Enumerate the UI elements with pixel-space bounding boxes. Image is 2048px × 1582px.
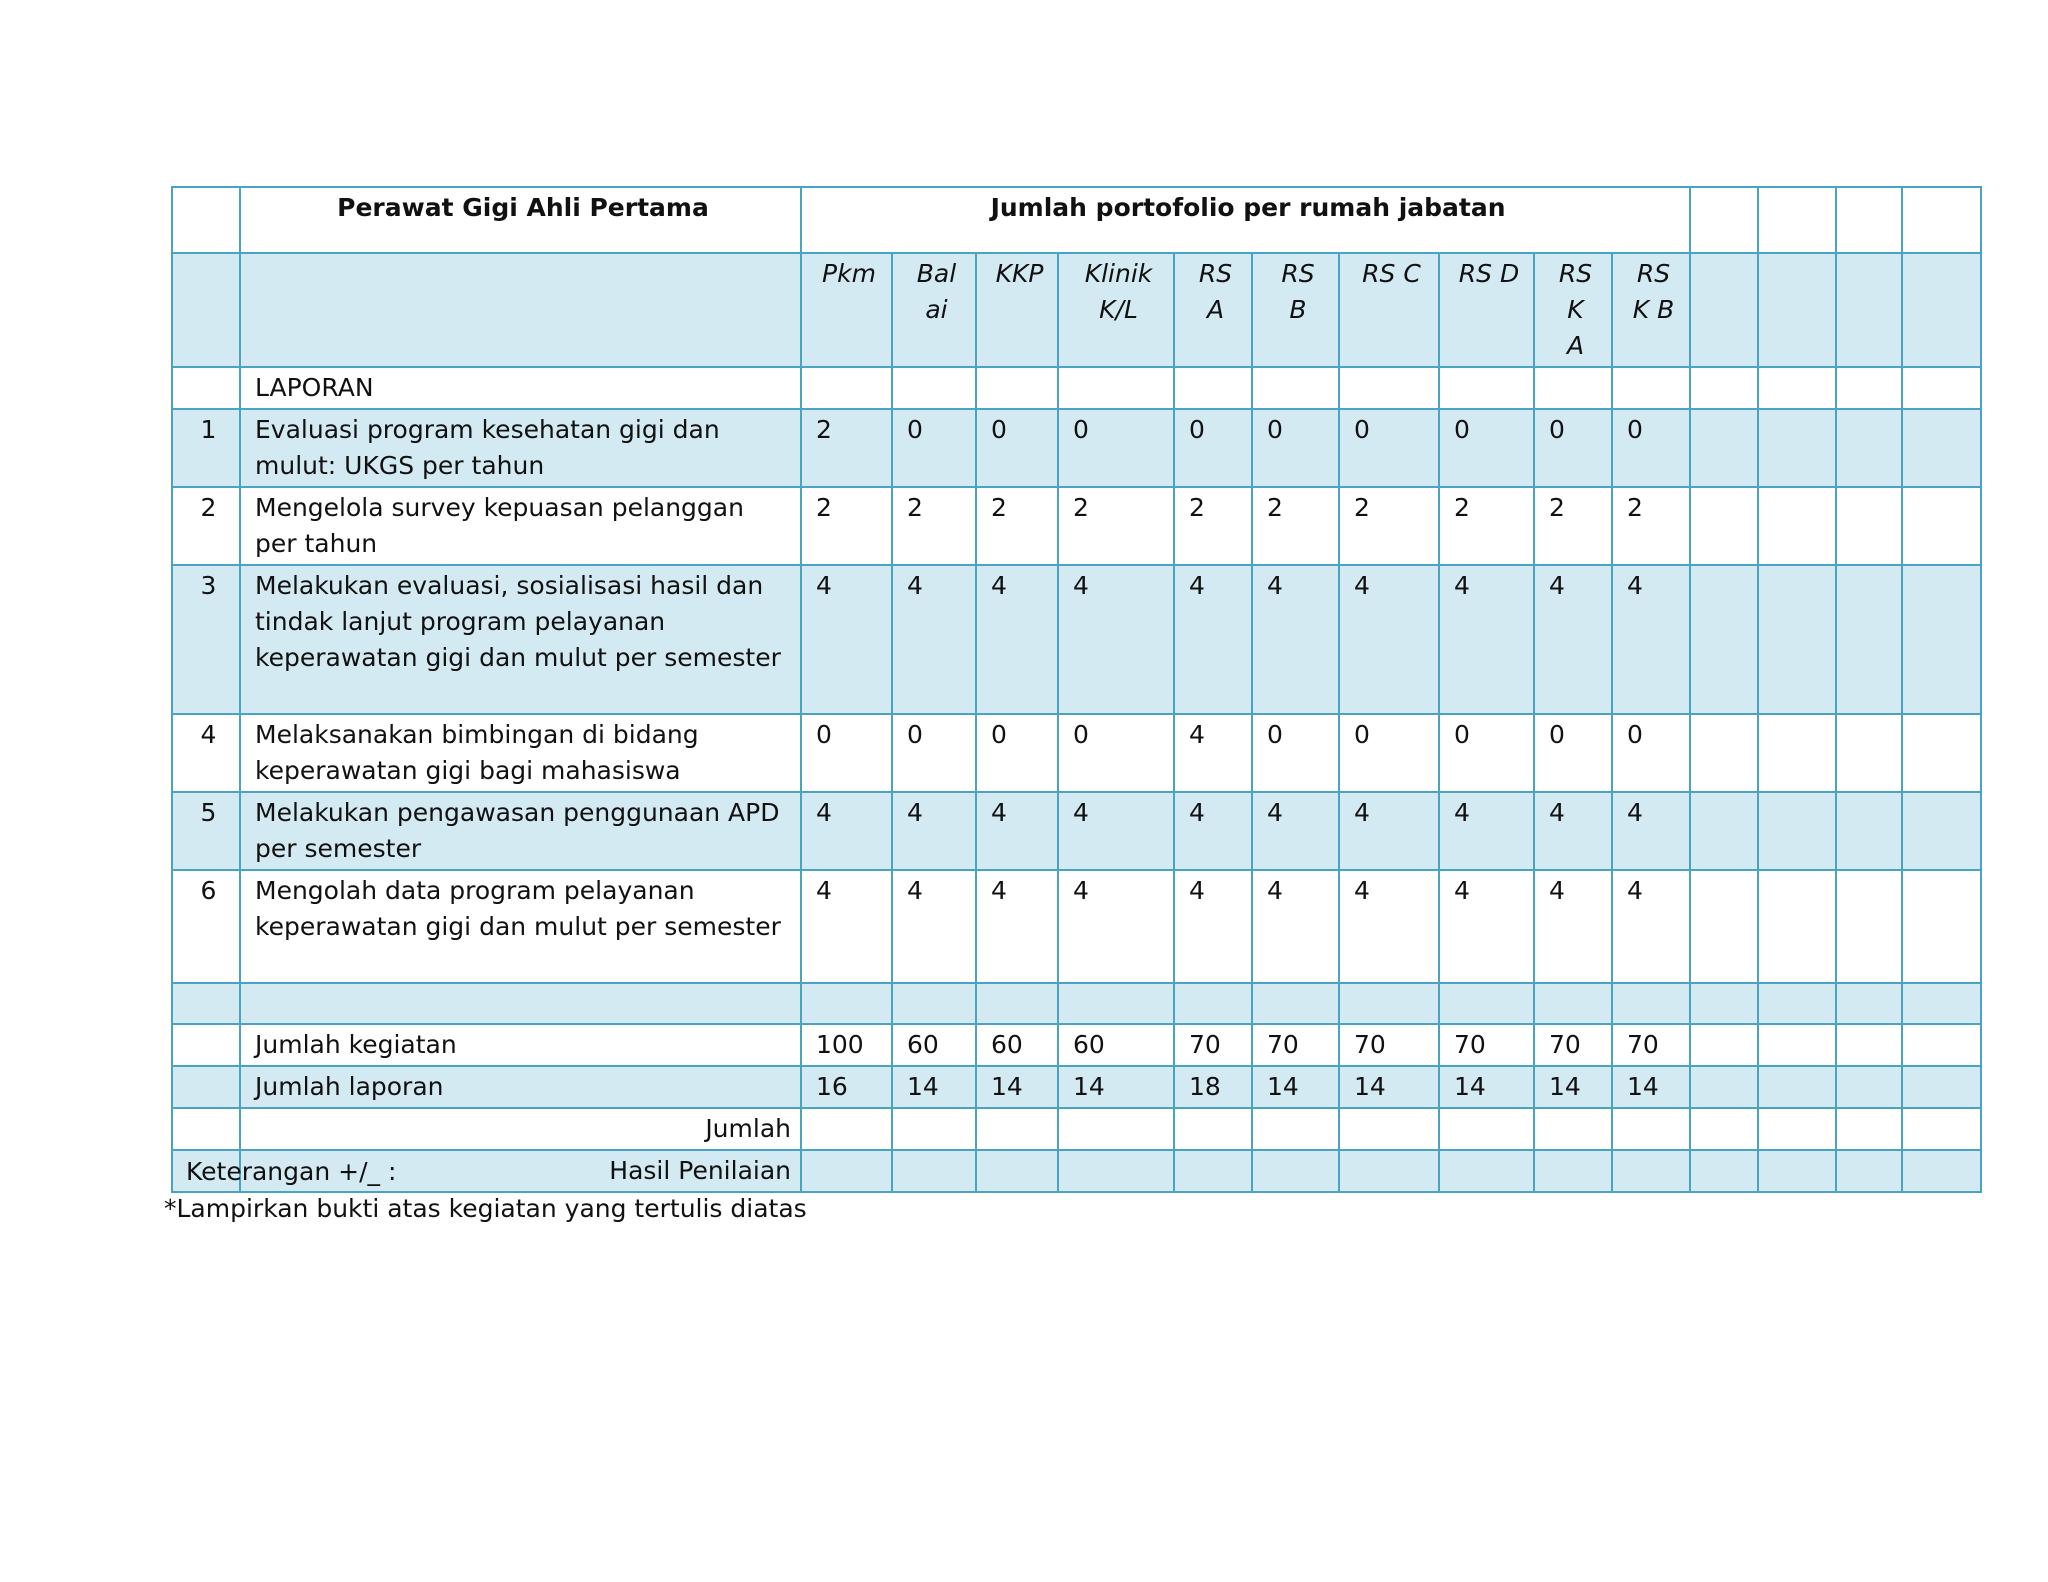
cell: 0 xyxy=(976,714,1058,792)
cell: 4 xyxy=(976,565,1058,714)
cell: 14 xyxy=(1252,1066,1339,1108)
column-header: KKP xyxy=(976,253,1058,367)
cell: 60 xyxy=(1058,1024,1174,1066)
cell: 4 xyxy=(1174,565,1252,714)
column-header: RS C xyxy=(1339,253,1439,367)
cell: 4 xyxy=(1339,565,1439,714)
cell: 0 xyxy=(976,409,1058,487)
cell: 4 xyxy=(1252,792,1339,870)
cell: 4 xyxy=(1534,792,1612,870)
cell: 2 xyxy=(1612,487,1690,565)
cell: 4 xyxy=(1439,870,1534,983)
cell: 0 xyxy=(1339,409,1439,487)
cell: 4 xyxy=(1534,870,1612,983)
row-description: Melaksanakan bimbingan di bidang keperawatan gigi bagi mahasiswa xyxy=(240,714,801,792)
column-header: RS A xyxy=(1174,253,1252,367)
cell: 4 xyxy=(1534,565,1612,714)
cell: 2 xyxy=(1439,487,1534,565)
column-header: RS B xyxy=(1252,253,1339,367)
cell: 4 xyxy=(1174,714,1252,792)
row-description: Mengelola survey kepuasan pelanggan per tahun xyxy=(240,487,801,565)
cell: 14 xyxy=(1534,1066,1612,1108)
cell: 4 xyxy=(892,870,976,983)
cell: 4 xyxy=(976,870,1058,983)
lampiran-note: *Lampirkan bukti atas kegiatan yang tertulis diatas xyxy=(164,1194,807,1223)
cell: 0 xyxy=(1612,409,1690,487)
cell: 4 xyxy=(976,792,1058,870)
cell: 0 xyxy=(1612,714,1690,792)
cell: 70 xyxy=(1339,1024,1439,1066)
section-row xyxy=(172,367,1981,409)
cell: 4 xyxy=(1439,792,1534,870)
portfolio-table xyxy=(171,186,1982,1193)
cell: 0 xyxy=(1534,714,1612,792)
table-row xyxy=(172,792,1981,870)
cell: 4 xyxy=(801,792,892,870)
cell: 14 xyxy=(892,1066,976,1108)
table-row xyxy=(172,409,1981,487)
cell: 4 xyxy=(1058,792,1174,870)
cell: 0 xyxy=(892,714,976,792)
cell: 0 xyxy=(1534,409,1612,487)
cell: 4 xyxy=(801,565,892,714)
cell: 4 xyxy=(1339,792,1439,870)
cell: 14 xyxy=(1439,1066,1534,1108)
cell: 14 xyxy=(1612,1066,1690,1108)
cell: 0 xyxy=(1339,714,1439,792)
cell: 0 xyxy=(1252,714,1339,792)
cell: 2 xyxy=(976,487,1058,565)
row-description: Mengolah data program pelayanan keperawatan gigi dan mulut per semester xyxy=(240,870,801,983)
table-row xyxy=(172,565,1981,714)
cell: 2 xyxy=(1252,487,1339,565)
cell: 0 xyxy=(1252,409,1339,487)
cell: 0 xyxy=(1058,714,1174,792)
column-header: Klinik K/L xyxy=(1058,253,1174,367)
jumlah-kegiatan-row xyxy=(172,1024,1981,1066)
cell: 70 xyxy=(1534,1024,1612,1066)
cell: 4 xyxy=(1174,792,1252,870)
column-header: RS K A xyxy=(1534,253,1612,367)
hasil-penilaian-row xyxy=(172,1150,1981,1192)
cell: 2 xyxy=(801,487,892,565)
column-header: Pkm xyxy=(801,253,892,367)
cell: 0 xyxy=(892,409,976,487)
column-header: RS K B xyxy=(1612,253,1690,367)
cell: 4 xyxy=(1058,565,1174,714)
row-label: Jumlah laporan xyxy=(240,1066,801,1108)
cell: 18 xyxy=(1174,1066,1252,1108)
cell: 4 xyxy=(1252,870,1339,983)
row-number: 6 xyxy=(172,870,240,983)
cell: 2 xyxy=(892,487,976,565)
group-header: Jumlah portofolio per rumah jabatan xyxy=(801,187,1690,253)
cell: 70 xyxy=(1612,1024,1690,1066)
cell: 14 xyxy=(1058,1066,1174,1108)
cell: 4 xyxy=(892,565,976,714)
spacer-row xyxy=(172,983,1981,1024)
cell: 0 xyxy=(1174,409,1252,487)
cell: 0 xyxy=(1058,409,1174,487)
cell: 4 xyxy=(1252,565,1339,714)
cell: 4 xyxy=(892,792,976,870)
row-number: 3 xyxy=(172,565,240,714)
row-number: 2 xyxy=(172,487,240,565)
cell: 70 xyxy=(1439,1024,1534,1066)
table-row xyxy=(172,870,1981,983)
cell: 2 xyxy=(1058,487,1174,565)
table-row xyxy=(172,714,1981,792)
cell: 70 xyxy=(1174,1024,1252,1066)
column-header: RS D xyxy=(1439,253,1534,367)
cell: 4 xyxy=(1439,565,1534,714)
cell: 2 xyxy=(801,409,892,487)
cell: 2 xyxy=(1534,487,1612,565)
cell: 4 xyxy=(1058,870,1174,983)
row-description: Melakukan evaluasi, sosialisasi hasil dan tindak lanjut program pelayanan keperawatan gigi dan mulut per semester xyxy=(240,565,801,714)
cell: 4 xyxy=(1612,870,1690,983)
header-row xyxy=(172,187,1981,253)
cell: 70 xyxy=(1252,1024,1339,1066)
row-description: Melakukan pengawasan penggunaan APD per semester xyxy=(240,792,801,870)
row-number: 5 xyxy=(172,792,240,870)
cell: 4 xyxy=(1339,870,1439,983)
cell: 4 xyxy=(1612,565,1690,714)
section-label: LAPORAN xyxy=(240,367,801,409)
cell: 0 xyxy=(801,714,892,792)
table-row xyxy=(172,487,1981,565)
cell: 14 xyxy=(1339,1066,1439,1108)
row-number: 1 xyxy=(172,409,240,487)
table-title: Perawat Gigi Ahli Pertama xyxy=(240,187,801,253)
cell: 16 xyxy=(801,1066,892,1108)
jumlah-label: Jumlah xyxy=(240,1108,801,1150)
cell: 4 xyxy=(1612,792,1690,870)
hasil-penilaian-label: Hasil Penilaian xyxy=(240,1150,801,1192)
cell: 4 xyxy=(1174,870,1252,983)
column-header-row xyxy=(172,253,1981,367)
jumlah-row xyxy=(172,1108,1981,1150)
row-description: Evaluasi program kesehatan gigi dan mulut: UKGS per tahun xyxy=(240,409,801,487)
cell: 100 xyxy=(801,1024,892,1066)
column-header: Bal ai xyxy=(892,253,976,367)
row-label: Jumlah kegiatan xyxy=(240,1024,801,1066)
cell: 60 xyxy=(892,1024,976,1066)
cell: 2 xyxy=(1174,487,1252,565)
cell: 0 xyxy=(1439,409,1534,487)
cell: 4 xyxy=(801,870,892,983)
cell: 60 xyxy=(976,1024,1058,1066)
keterangan-note: Keterangan +/_ : xyxy=(186,1157,397,1186)
jumlah-laporan-row xyxy=(172,1066,1981,1108)
row-number: 4 xyxy=(172,714,240,792)
cell: 0 xyxy=(1439,714,1534,792)
cell: 2 xyxy=(1339,487,1439,565)
cell: 14 xyxy=(976,1066,1058,1108)
